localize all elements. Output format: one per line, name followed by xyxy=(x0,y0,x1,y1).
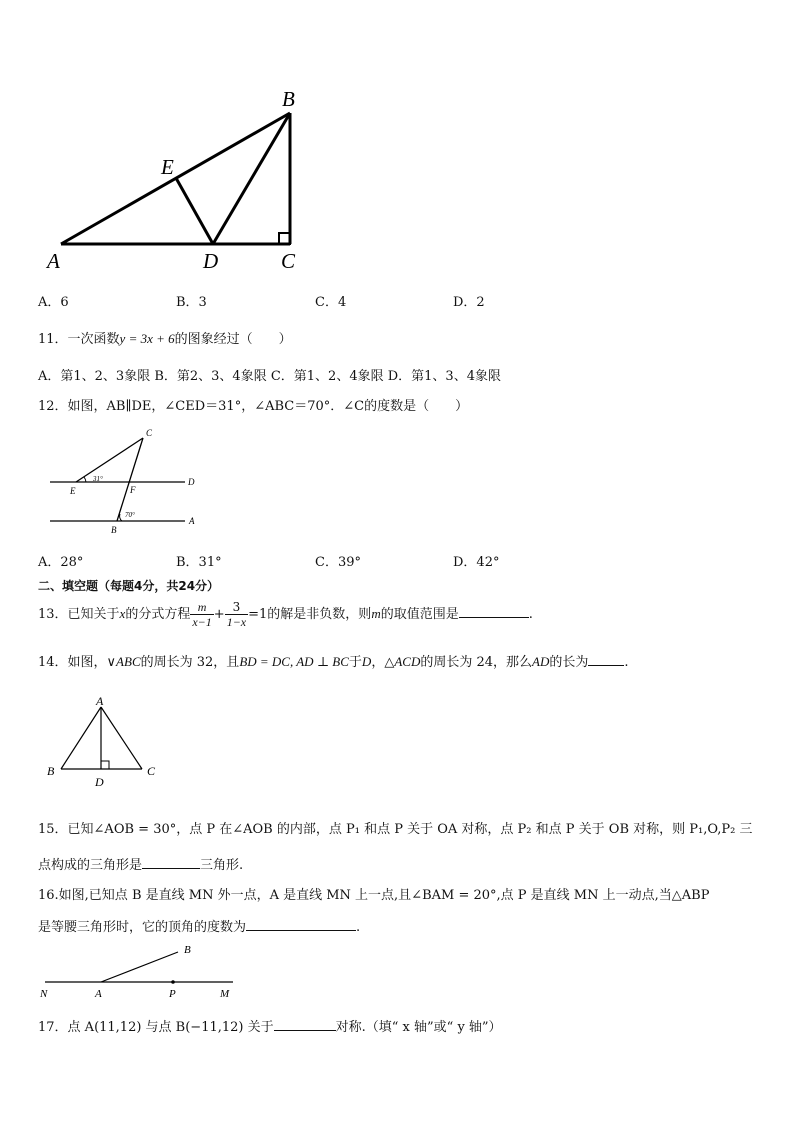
q15-line2-after: 三角形. xyxy=(200,858,244,873)
q17-answer-blank[interactable] xyxy=(274,1016,336,1031)
q11-formula: y = 3x + 6 xyxy=(119,331,175,346)
q14-text4: ， xyxy=(371,655,385,670)
section-heading-fill-in: 二、填空题（每题4分，共24分） xyxy=(38,579,220,593)
q13-answer-blank[interactable] xyxy=(459,603,529,618)
label-A: A xyxy=(47,249,60,273)
q15-line2 xyxy=(38,854,243,873)
q14-text5: 的周长为 24，那么 xyxy=(420,655,533,670)
q12-option-a: A．28° xyxy=(38,555,84,570)
q10-option-b: B．3 xyxy=(176,295,207,310)
q14-point-d: D xyxy=(361,654,372,669)
q17-before: 17．点 A(11,12) 与点 B(−11,12) 关于 xyxy=(38,1020,274,1035)
q16-line2-before: 是等腰三角形时，它的顶角的度数为 xyxy=(38,920,247,935)
q12-option-c: C．39° xyxy=(315,555,361,570)
q14-text2: 的周长为 32，且 xyxy=(140,655,240,670)
q13-fraction-1 xyxy=(190,600,213,629)
q13-fraction-2 xyxy=(225,600,248,629)
q14-text3: 于 xyxy=(348,655,362,670)
label-C: C xyxy=(281,249,296,273)
q14-dot: . xyxy=(624,655,629,670)
q17-after: 对称.（填“ x 轴”或“ y 轴”） xyxy=(335,1020,502,1035)
q13-eq: =1 xyxy=(248,607,268,622)
q10-option-d: D．2 xyxy=(453,295,485,310)
q14-figure xyxy=(40,690,170,790)
q16-figure xyxy=(38,938,248,1003)
q13-dot: . xyxy=(528,607,533,622)
label-A: A xyxy=(95,988,102,1000)
q15-answer-blank[interactable] xyxy=(142,854,200,869)
q14-triangle-abc: ∨ABC xyxy=(106,654,141,669)
label-B: B xyxy=(111,525,117,535)
q16-line2-after: . xyxy=(356,920,361,935)
q14-text6: 的长为 xyxy=(549,655,589,670)
q13-before: 13．已知关于 xyxy=(38,607,120,622)
q10-figure xyxy=(40,85,340,280)
angle-70: 70° xyxy=(125,511,135,519)
q15-line2-before: 点构成的三角形是 xyxy=(38,858,143,873)
q10-option-c: C．4 xyxy=(315,295,347,310)
label-A: A xyxy=(189,516,195,526)
q13-after: 的解是非负数，则 xyxy=(267,607,372,622)
q16-answer-blank[interactable] xyxy=(246,916,356,931)
q13-plus: + xyxy=(213,607,225,622)
label-M: M xyxy=(220,988,230,1000)
q11-stem-before: 11．一次函数 xyxy=(38,332,120,347)
q10-option-a: A．6 xyxy=(38,295,69,310)
label-B: B xyxy=(184,944,191,956)
label-E: E xyxy=(161,155,174,179)
label-F: F xyxy=(130,485,136,495)
label-E: E xyxy=(70,486,76,496)
q13-mid: 的分式方程 xyxy=(125,607,191,622)
q12-stem: 12．如图，AB∥DE，∠CED＝31°，∠ABC＝70°．∠C的度数是（ ） xyxy=(38,399,469,414)
label-D: D xyxy=(95,775,104,789)
label-C: C xyxy=(146,428,153,438)
q14-triangle-acd: △ACD xyxy=(384,654,421,669)
q13-stem xyxy=(38,600,533,629)
label-A: A xyxy=(96,694,104,708)
q14-condition: BD = DC, AD ⊥ BC xyxy=(239,654,349,669)
q13-f2-den: 1−x xyxy=(226,615,247,629)
q13-f1-den: x−1 xyxy=(192,615,212,629)
q11-stem xyxy=(38,328,292,347)
q16-line2 xyxy=(38,916,360,935)
q12-figure xyxy=(45,425,215,540)
label-C: C xyxy=(147,764,156,778)
q13-f2-num: 3 xyxy=(225,600,248,615)
label-D: D xyxy=(203,249,219,273)
q13-var-m: m xyxy=(371,606,381,621)
q14-ad: AD xyxy=(532,654,550,669)
q13-f1-num: m xyxy=(190,600,213,615)
q14-stem xyxy=(38,651,629,670)
q13-var-x: x xyxy=(119,606,126,621)
q14-answer-blank[interactable] xyxy=(588,651,624,666)
q12-option-d: D．42° xyxy=(453,555,500,570)
q11-stem-after: 的图象经过（ ） xyxy=(174,332,292,347)
q14-text1: 14．如图， xyxy=(38,655,107,670)
label-P: P xyxy=(169,988,176,1000)
q11-options: A．第1、2、3象限 B．第2、3、4象限 C．第1、2、4象限 D．第1、3、4象限 xyxy=(38,369,501,384)
label-B: B xyxy=(47,764,55,778)
q13-end: 的取值范围是 xyxy=(380,607,459,622)
q15-line1: 15．已知∠AOB = 30°，点 P 在∠AOB 的内部，点 P₁ 和点 P 关于 OA 对称，点 P₂ 和点 P 关于 OB 对称，则 P₁,O,P₂ 三 xyxy=(38,822,753,837)
label-B: B xyxy=(282,87,295,111)
q17-stem xyxy=(38,1016,502,1035)
label-D: D xyxy=(188,477,195,487)
q12-option-b: B．31° xyxy=(176,555,222,570)
label-N: N xyxy=(40,988,48,1000)
angle-31: 31° xyxy=(93,475,103,483)
q16-line1: 16.如图,已知点 B 是直线 MN 外一点，A 是直线 MN 上一点,且∠BAM = 20°,点 P 是直线 MN 上一动点,当△ABP xyxy=(38,888,710,903)
